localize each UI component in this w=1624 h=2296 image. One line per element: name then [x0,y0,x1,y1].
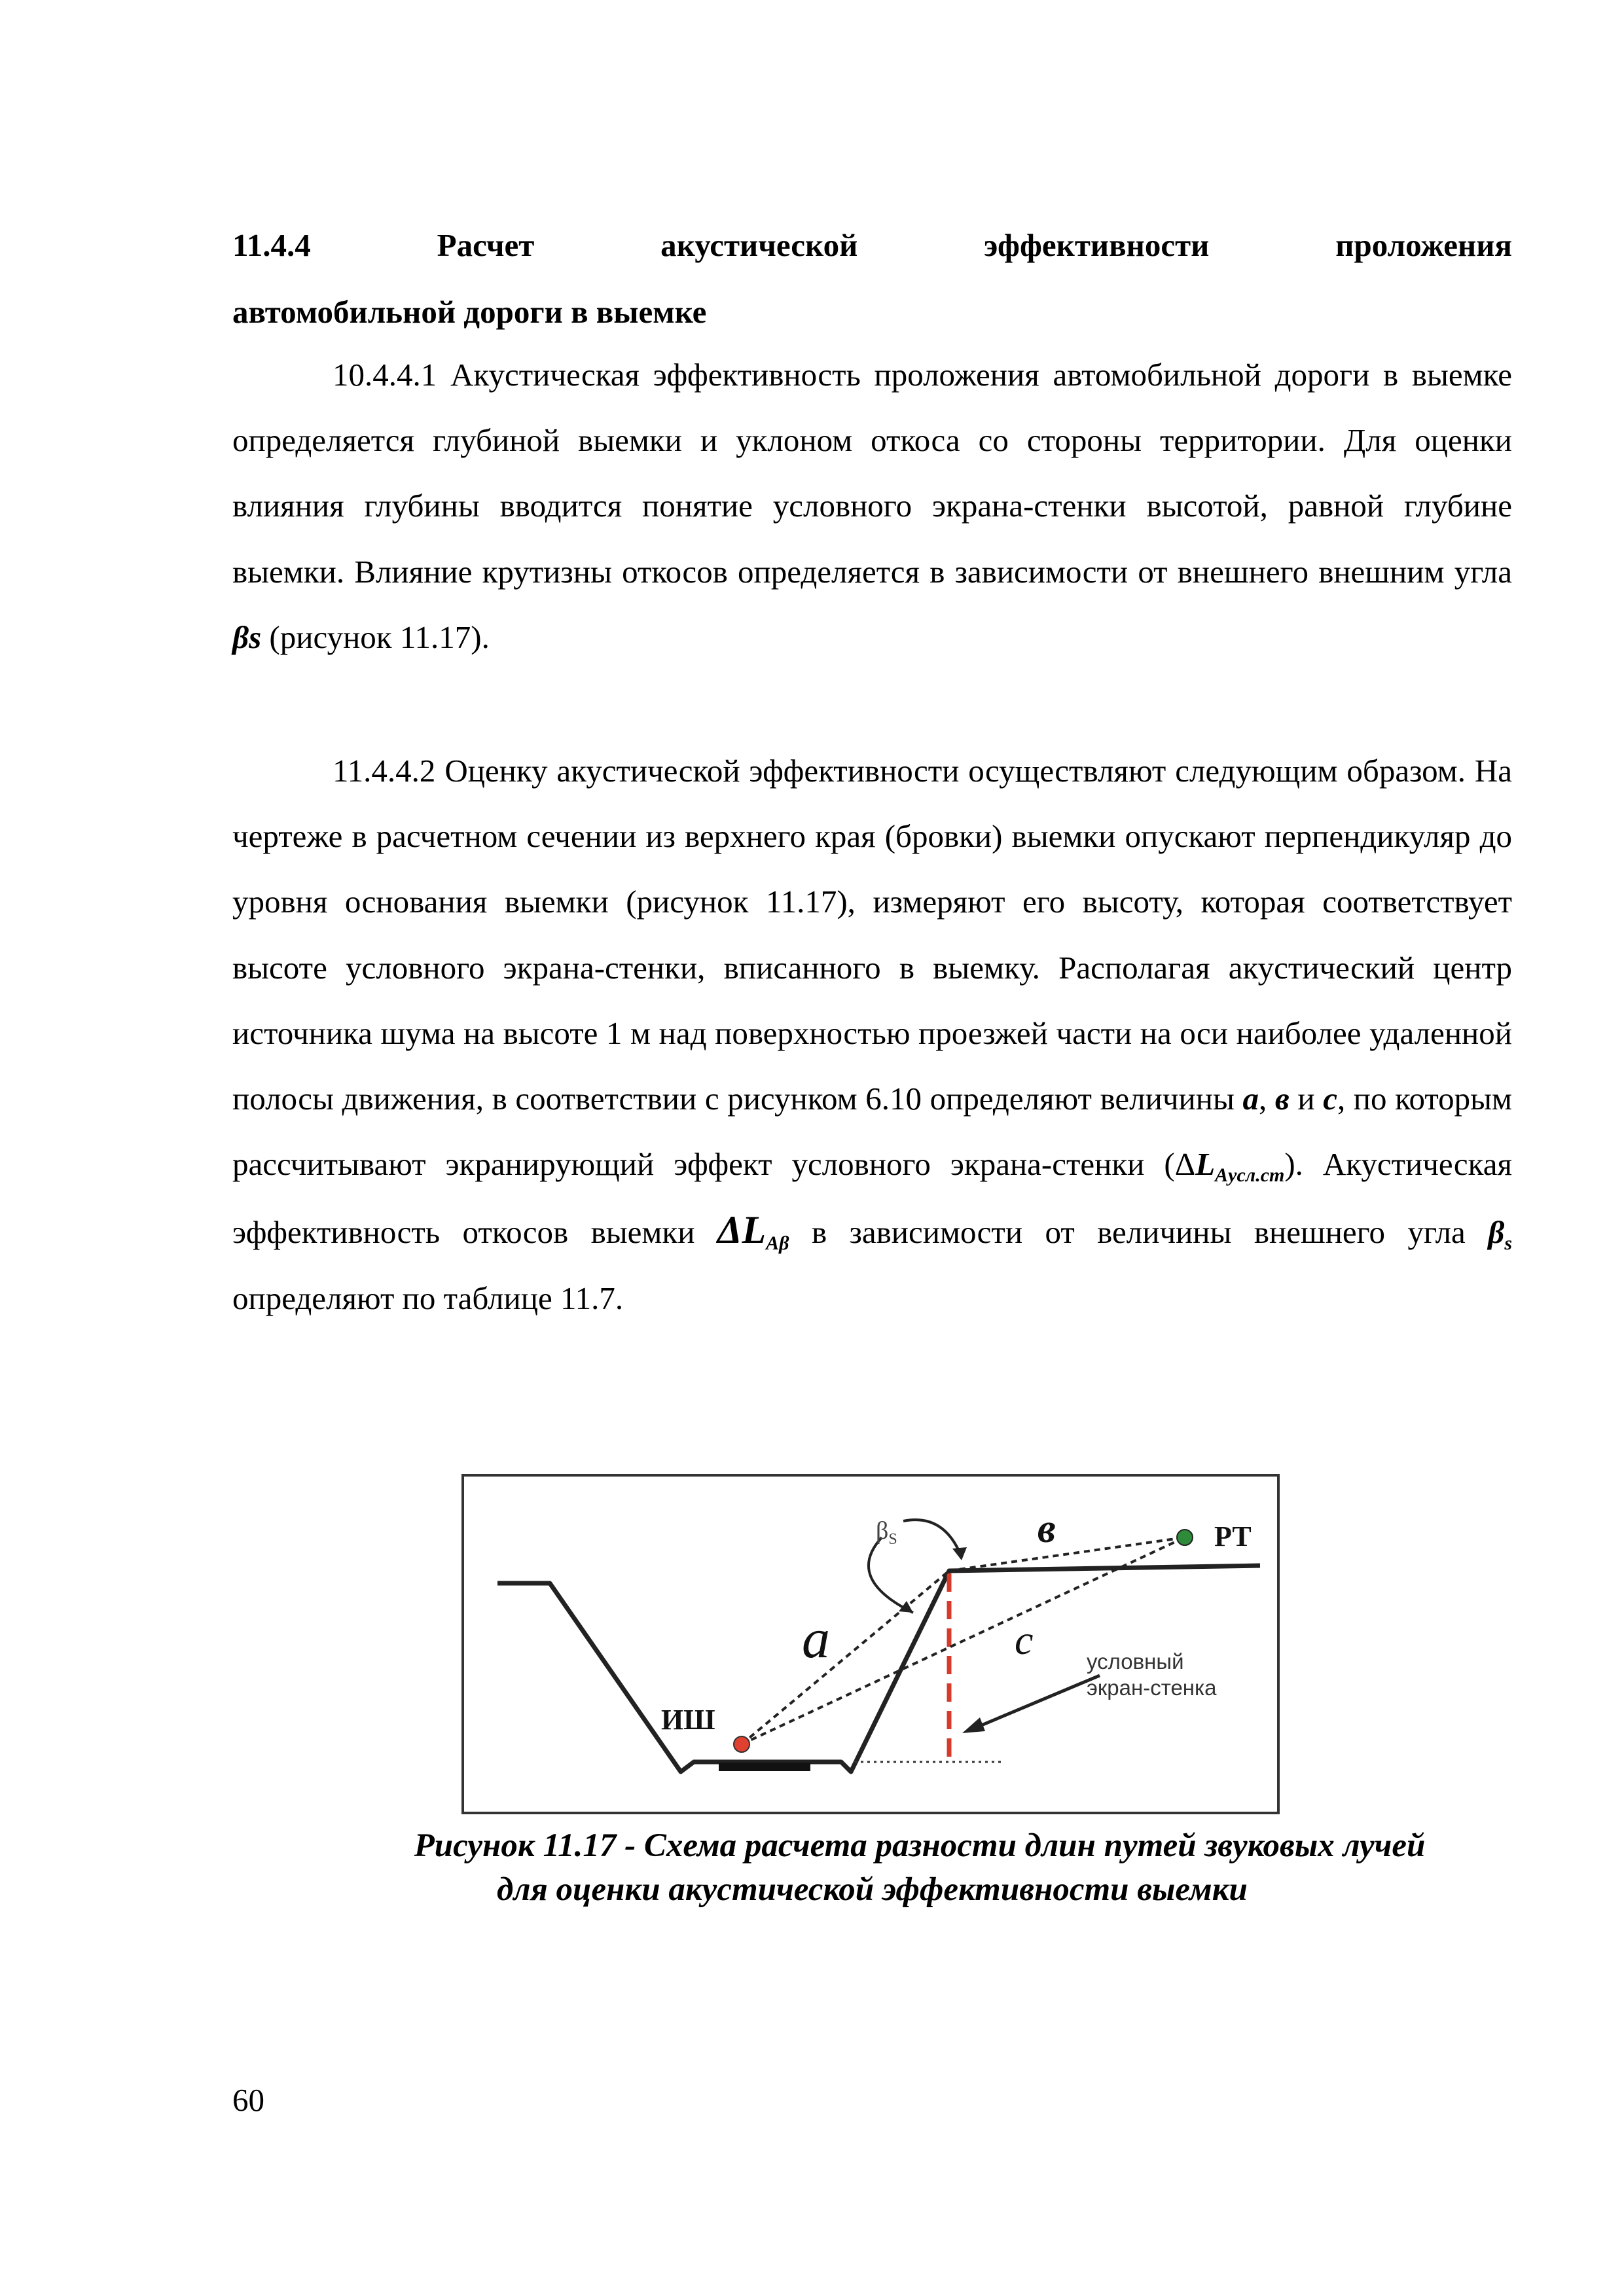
receiver-dot [1177,1530,1193,1545]
section-heading [232,229,1512,261]
label-v: в [1038,1507,1056,1551]
paragraph-10-4-4-1: 10.4.4.1 Акустическая эффективность проложения автомобильной дороги в выемке определяется глубиной выемки и уклоном откоса со стороны территории. Для оценки влияния глубины вводится понятие условного экрана-стенки высотой, равной глубине выемки. Влияние крутизны откосов определяется в зависимости от внешнего внешним угла βs (рисунок 11.17). [232,357,1512,655]
screen-label-line1: условный [1087,1649,1184,1674]
figure-11-17 [461,1474,1280,1814]
figure-frame [463,1475,1278,1813]
paragraph-11-4-4-2: 11.4.4.2 Оценку акустической эффективности осуществляют следующим образом. На чертеже в расчетном сечении из верхнего края (бровки) выемки опускают перпендикуляр до уровня основания выемки (рисунок 11.17), измеряют его высоту, которая соответствует высоте условного экрана-стенки, вписанного в выемку. Располагая акустический центр источника шума на высоте 1 м над поверхностью проезжей части на оси наиболее удаленной полосы движения, в соответствии с рисунком 6.10 определяют величины а, в и с, по которым рассчитывают экранирующий эффект условного экрана-стенки $(\Delta L_{Aусл.ст})$. Акустическая эффективность откосов выемки $\Delta L_{A\beta}$ в зависимости от величины внешнего угла $\beta_s$ определяют по таблице 11.7. [232,753,1513,1316]
label-c: c [1015,1617,1034,1663]
label-ish: ИШ [661,1704,715,1736]
label-a: a [802,1607,830,1670]
roadway [719,1763,810,1771]
delta-l-beta-symbol: ΔL [717,1208,767,1252]
beta-subscript: s [1504,1232,1512,1255]
heading-word: эффективности [984,227,1210,263]
label-pt: РТ [1214,1520,1252,1552]
l-symbol: L [1195,1146,1216,1183]
beta-label: $\beta_S$ [876,1517,897,1548]
screen-label-line2: экран-стенка [1087,1676,1217,1700]
heading-word: акустической [660,227,858,263]
delta-l-beta-subscript: Aβ [766,1232,789,1255]
heading-word: проложения [1335,227,1512,263]
symbol-c: с [1323,1081,1337,1117]
page-number: 60 [232,2082,264,2118]
figure-caption-line2: для оценки акустической эффективности выемки [497,1871,1248,1908]
symbol-v: в [1274,1081,1290,1117]
symbol-a: а [1242,1081,1259,1117]
beta-symbol: β [1488,1214,1505,1251]
delta-symbol: Δ [1174,1146,1196,1183]
section-heading-line2: автомобильной дороги в выемке [232,294,707,330]
figure-caption-line1: Рисунок 11.17 - Схема расчета разности длин путей звуковых лучей [414,1827,1426,1864]
beta-s-symbol: βs [232,619,262,655]
cut-diagram [461,1474,1280,1814]
l-subscript: Aусл.ст [1215,1164,1285,1187]
noise-source-dot [734,1736,749,1752]
section-number: 11.4.4 [232,227,311,263]
heading-word: Расчет [437,227,535,263]
